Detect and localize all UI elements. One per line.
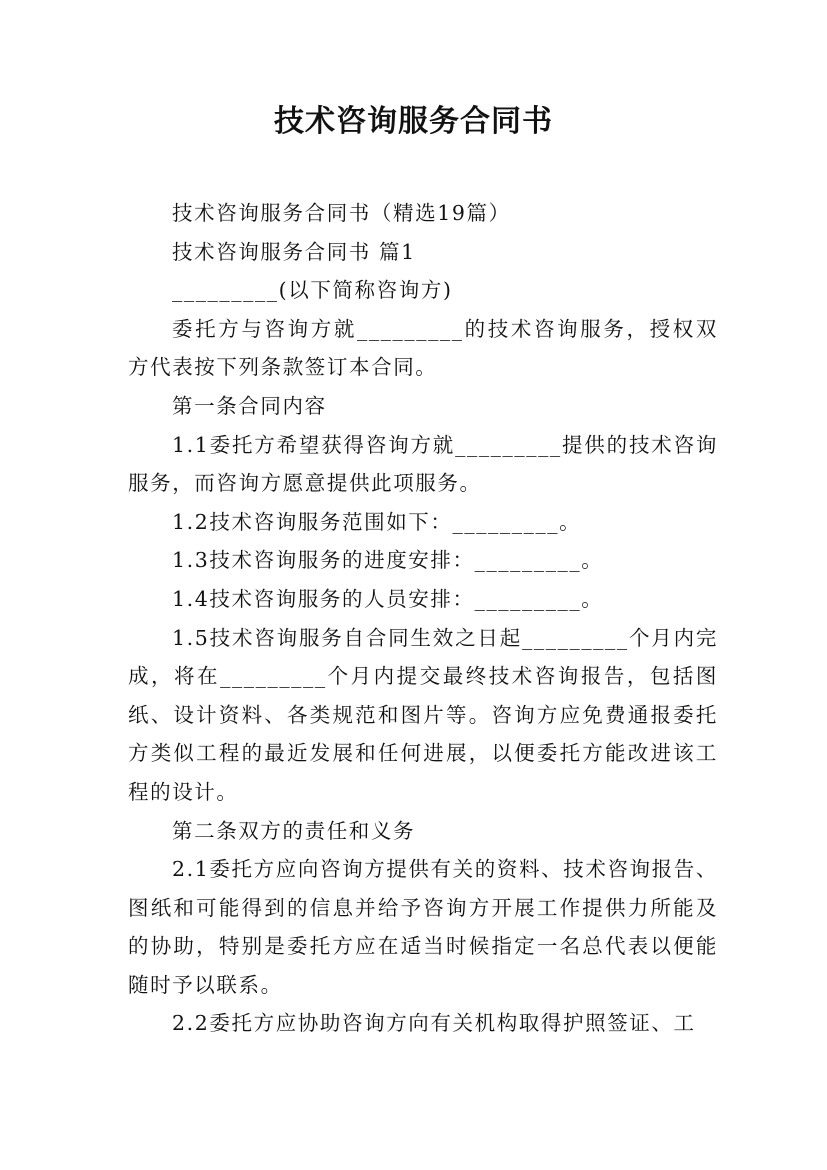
paragraph-article-2-heading: 第二条双方的责任和义务: [172, 818, 416, 843]
paragraph-clause-2-2: 2.2委托方应协助咨询方向有关机构取得护照签证、工: [172, 1011, 696, 1036]
paragraph-clause-1-4: 1.4技术咨询服务的人员安排：_________。: [172, 586, 604, 611]
paragraph-subtitle: 技术咨询服务合同书（精选19篇）: [172, 201, 511, 225]
paragraph-article-1-heading: 第一条合同内容: [172, 393, 327, 418]
document-body: [128, 194, 718, 1043]
paragraph-clause-1-5: 1.5技术咨询服务自合同生效之日起_________个月内完成，将在_________个月内提交最终技术咨询报告，包括图纸、设计资料、各类规范和图片等。咨询方应免费通报委托方类似工程的最近发展和任何进展，以便委托方能改进该工程的设计。: [128, 625, 718, 804]
paragraph-clause-2-1: 2.1委托方应向咨询方提供有关的资料、技术咨询报告、图纸和可能得到的信息并给予咨询方开展工作提供力所能及的协助，特别是委托方应在适当时候指定一名总代表以便能随时予以联系。: [128, 857, 718, 997]
paragraph-section-heading: 技术咨询服务合同书 篇1: [172, 239, 416, 264]
paragraph-clause-1-3: 1.3技术咨询服务的进度安排：_________。: [172, 548, 604, 573]
paragraph-clause-1-1: 1.1委托方希望获得咨询方就_________提供的技术咨询服务，而咨询方愿意提供此项服务。: [128, 432, 718, 496]
paragraph-preamble: 委托方与咨询方就_________的技术咨询服务，授权双方代表按下列条款签订本合同。: [128, 316, 718, 380]
paragraph-party: _________(以下简称咨询方): [172, 278, 453, 303]
document-title: 技术咨询服务合同书: [274, 104, 553, 139]
paragraph-clause-1-2: 1.2技术咨询服务范围如下：_________。: [172, 509, 582, 534]
